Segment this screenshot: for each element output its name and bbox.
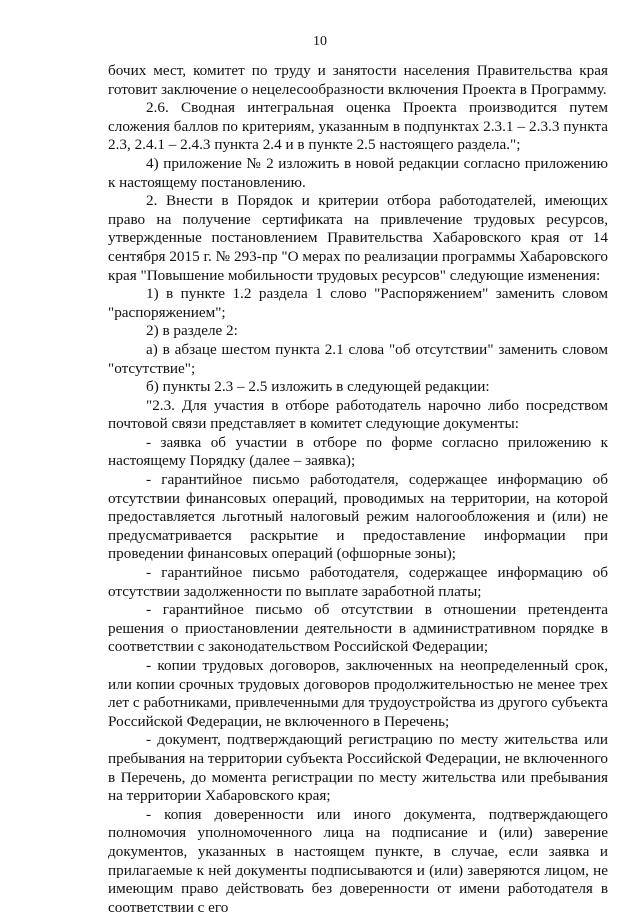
paragraph-change-2: 2) в разделе 2: (146, 322, 238, 340)
page-number: 10 (313, 34, 327, 49)
list-item: - заявка об участии в отборе по форме согласно приложению к настоящему Порядку (далее – заявка); (108, 433, 608, 470)
document-body (108, 62, 608, 917)
paragraph-change-2b: б) пункты 2.3 – 2.5 изложить в следующей редакции: (146, 378, 490, 396)
list-item: - документ, подтверждающий регистрацию по месту жительства или пребывания на территории субъекта Российской Федерации, не включенного в Перечень, до момента регистрации по месту жительства или пребывания на территории Хабаровского края; (108, 731, 608, 805)
paragraph-continuation: бочих мест, комитет по труду и занятости населения Правительства края готовит заключение о нецелесообразности включения Проекта в Программу. (108, 62, 608, 98)
paragraph-section-2: 2. Внести в Порядок и критерии отбора работодателей, имеющих право на получение сертификата на привлечение трудовых ресурсов, утвержденные постановлением Правительства Хабаровского края от 14 сентября 2015 г. № 293-пр "О мерах по реализации программы Хабаровского края "Повышение мобильности трудовых ресурсов" следующие изменения: (108, 192, 608, 284)
paragraph-change-1: 1) в пункте 1.2 раздела 1 слово "Распоряжением" заменить словом "распоряжением"; (108, 285, 608, 321)
list-item: - гарантийное письмо об отсутствии в отношении претендента решения о приостановлении деятельности в административном порядке в соответствии с законодательством Российской Федерации; (108, 601, 608, 656)
list-item: - гарантийное письмо работодателя, содержащее информацию об отсутствии задолженности по выплате заработной платы; (108, 564, 608, 600)
list-item: - гарантийное письмо работодателя, содержащее информацию об отсутствии финансовых операций, проводимых на территории, на которой предоставляется льготный налоговый режим налогообложения и (или) не предусматривается раскрытие и предоставление информации при проведении финансовых операций (офшорные зоны); (108, 471, 608, 563)
paragraph-item-2-6: 2.6. Сводная интегральная оценка Проекта производится путем сложения баллов по критериям, указанным в подпунктах 2.3.1 – 2.3.3 пункта 2.3, 2.4.1 – 2.4.3 пункта 2.4 и в пункте 2.5 настоящего раздела."; (108, 99, 608, 154)
paragraph-item-4: 4) приложение № 2 изложить в новой редакции согласно приложению к настоящему постановлению. (108, 154, 608, 191)
paragraph-item-2-3: "2.3. Для участия в отборе работодатель нарочно либо посредством почтовой связи представляет в комитет следующие документы: (108, 396, 608, 433)
paragraph-change-2a: а) в абзаце шестом пункта 2.1 слова "об отсутствии" заменить словом "отсутствие"; (108, 340, 608, 377)
list-item: - копии трудовых договоров, заключенных на неопределенный срок, или копии срочных трудовых договоров продолжительностью не менее трех лет с работниками, привлеченными для трудоустройства из другого субъекта Российской Федерации, не включенного в Перечень; (108, 657, 608, 730)
list-item: - копия доверенности или иного документа, подтверждающего полномочия уполномоченного лица на подписание и (или) заверение документов, указанных в настоящем пункте, в случае, если заявка и прилагаемые к ней документы подписываются и (или) заверяются лицом, не имеющим право действовать без доверенности от имени работодателя в соответствии с его (108, 805, 608, 916)
